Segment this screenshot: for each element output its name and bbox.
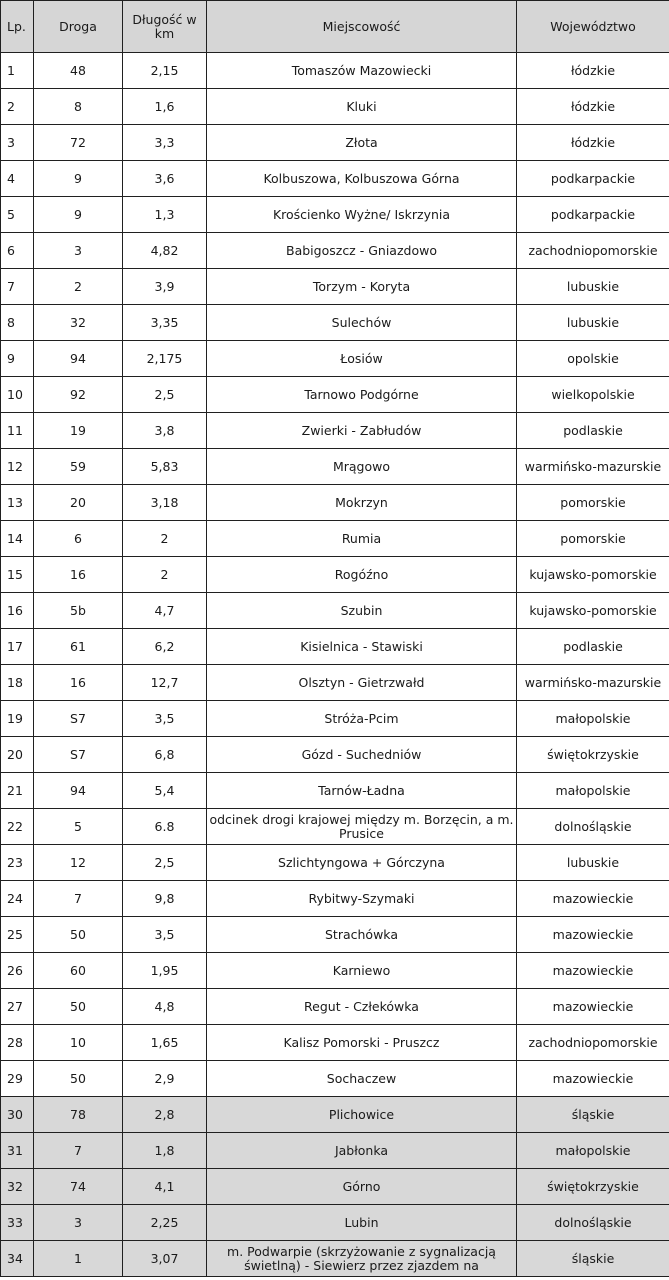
- cell-miejscowosc: Olsztyn - Gietrzwałd: [207, 665, 517, 701]
- cell-droga: 3: [34, 233, 123, 269]
- cell-lp: 20: [1, 737, 34, 773]
- table-row: [1, 341, 669, 377]
- cell-miejscowosc: Krościenko Wyżne/ Iskrzynia: [207, 197, 517, 233]
- table-row: [1, 1097, 669, 1133]
- table-row: [1, 269, 669, 305]
- cell-dlugosc: 2,9: [123, 1061, 207, 1097]
- cell-miejscowosc: Rogóźno: [207, 557, 517, 593]
- cell-droga: 10: [34, 1025, 123, 1061]
- cell-lp: 5: [1, 197, 34, 233]
- cell-droga: 78: [34, 1097, 123, 1133]
- cell-wojewodztwo: małopolskie: [517, 701, 669, 737]
- cell-droga: 3: [34, 1205, 123, 1241]
- cell-wojewodztwo: mazowieckie: [517, 953, 669, 989]
- cell-dlugosc: 9,8: [123, 881, 207, 917]
- cell-droga: 9: [34, 197, 123, 233]
- cell-dlugosc: 5,83: [123, 449, 207, 485]
- header-wojewodztwo: Województwo: [517, 1, 669, 53]
- cell-dlugosc: 6,8: [123, 737, 207, 773]
- table-row: [1, 521, 669, 557]
- cell-wojewodztwo: zachodniopomorskie: [517, 1025, 669, 1061]
- cell-miejscowosc: Rumia: [207, 521, 517, 557]
- cell-droga: 7: [34, 881, 123, 917]
- cell-lp: 6: [1, 233, 34, 269]
- cell-miejscowosc: Rybitwy-Szymaki: [207, 881, 517, 917]
- table-row: [1, 1241, 669, 1277]
- table-row: [1, 161, 669, 197]
- table-row: [1, 485, 669, 521]
- cell-dlugosc: 3,3: [123, 125, 207, 161]
- cell-wojewodztwo: kujawsko-pomorskie: [517, 557, 669, 593]
- header-row: [1, 1, 669, 53]
- cell-droga: 61: [34, 629, 123, 665]
- cell-lp: 30: [1, 1097, 34, 1133]
- cell-dlugosc: 2,5: [123, 845, 207, 881]
- cell-lp: 3: [1, 125, 34, 161]
- cell-lp: 18: [1, 665, 34, 701]
- cell-miejscowosc: Sulechów: [207, 305, 517, 341]
- cell-dlugosc: 2: [123, 521, 207, 557]
- cell-droga: 20: [34, 485, 123, 521]
- table-row: [1, 953, 669, 989]
- header-lp: Lp.: [1, 1, 34, 53]
- cell-miejscowosc: Strachówka: [207, 917, 517, 953]
- cell-droga: 92: [34, 377, 123, 413]
- table-row: [1, 305, 669, 341]
- table-row: [1, 989, 669, 1025]
- cell-lp: 25: [1, 917, 34, 953]
- cell-lp: 15: [1, 557, 34, 593]
- cell-lp: 27: [1, 989, 34, 1025]
- cell-miejscowosc: Tarnów-Ładna: [207, 773, 517, 809]
- table-row: [1, 449, 669, 485]
- cell-lp: 22: [1, 809, 34, 845]
- cell-droga: 94: [34, 341, 123, 377]
- cell-wojewodztwo: warmińsko-mazurskie: [517, 665, 669, 701]
- cell-lp: 13: [1, 485, 34, 521]
- cell-lp: 34: [1, 1241, 34, 1277]
- cell-dlugosc: 4,7: [123, 593, 207, 629]
- cell-droga: S7: [34, 701, 123, 737]
- cell-droga: 50: [34, 917, 123, 953]
- cell-miejscowosc: Złota: [207, 125, 517, 161]
- cell-miejscowosc: Sochaczew: [207, 1061, 517, 1097]
- cell-lp: 12: [1, 449, 34, 485]
- cell-droga: 94: [34, 773, 123, 809]
- cell-dlugosc: 12,7: [123, 665, 207, 701]
- table-row: [1, 1169, 669, 1205]
- cell-wojewodztwo: podlaskie: [517, 413, 669, 449]
- cell-dlugosc: 6,2: [123, 629, 207, 665]
- cell-dlugosc: 3,5: [123, 701, 207, 737]
- cell-miejscowosc: Babigoszcz - Gniazdowo: [207, 233, 517, 269]
- cell-dlugosc: 2,25: [123, 1205, 207, 1241]
- cell-lp: 28: [1, 1025, 34, 1061]
- cell-wojewodztwo: mazowieckie: [517, 881, 669, 917]
- cell-wojewodztwo: dolnośląskie: [517, 809, 669, 845]
- cell-wojewodztwo: opolskie: [517, 341, 669, 377]
- cell-dlugosc: 2,15: [123, 53, 207, 89]
- cell-droga: 6: [34, 521, 123, 557]
- cell-lp: 9: [1, 341, 34, 377]
- cell-lp: 7: [1, 269, 34, 305]
- table-row: [1, 233, 669, 269]
- cell-lp: 16: [1, 593, 34, 629]
- cell-lp: 17: [1, 629, 34, 665]
- cell-wojewodztwo: śląskie: [517, 1097, 669, 1133]
- table-row: [1, 737, 669, 773]
- cell-droga: 1: [34, 1241, 123, 1277]
- cell-wojewodztwo: podkarpackie: [517, 161, 669, 197]
- cell-miejscowosc: Lubin: [207, 1205, 517, 1241]
- table-row: [1, 53, 669, 89]
- cell-dlugosc: 6.8: [123, 809, 207, 845]
- table-row: [1, 125, 669, 161]
- cell-lp: 32: [1, 1169, 34, 1205]
- cell-wojewodztwo: lubuskie: [517, 269, 669, 305]
- table-row: [1, 845, 669, 881]
- cell-droga: S7: [34, 737, 123, 773]
- cell-dlugosc: 4,1: [123, 1169, 207, 1205]
- cell-wojewodztwo: pomorskie: [517, 521, 669, 557]
- cell-dlugosc: 2,175: [123, 341, 207, 377]
- cell-dlugosc: 2: [123, 557, 207, 593]
- cell-miejscowosc: Gózd - Suchedniów: [207, 737, 517, 773]
- cell-miejscowosc: Regut - Człekówka: [207, 989, 517, 1025]
- cell-wojewodztwo: łódzkie: [517, 53, 669, 89]
- cell-dlugosc: 1,95: [123, 953, 207, 989]
- cell-dlugosc: 4,82: [123, 233, 207, 269]
- cell-droga: 60: [34, 953, 123, 989]
- cell-wojewodztwo: pomorskie: [517, 485, 669, 521]
- cell-dlugosc: 4,8: [123, 989, 207, 1025]
- table-row: [1, 413, 669, 449]
- cell-droga: 32: [34, 305, 123, 341]
- cell-lp: 26: [1, 953, 34, 989]
- header-droga: Droga: [34, 1, 123, 53]
- cell-dlugosc: 1,8: [123, 1133, 207, 1169]
- cell-miejscowosc: Tomaszów Mazowiecki: [207, 53, 517, 89]
- cell-miejscowosc: Szlichtyngowa + Górczyna: [207, 845, 517, 881]
- table-row: [1, 377, 669, 413]
- cell-dlugosc: 3,35: [123, 305, 207, 341]
- cell-miejscowosc: odcinek drogi krajowej między m. Borzęcin, a m. Prusice: [207, 809, 517, 845]
- cell-miejscowosc: Plichowice: [207, 1097, 517, 1133]
- cell-dlugosc: 3,07: [123, 1241, 207, 1277]
- cell-droga: 5: [34, 809, 123, 845]
- table-row: [1, 1133, 669, 1169]
- cell-dlugosc: 1,3: [123, 197, 207, 233]
- cell-wojewodztwo: małopolskie: [517, 773, 669, 809]
- cell-wojewodztwo: mazowieckie: [517, 917, 669, 953]
- cell-wojewodztwo: mazowieckie: [517, 1061, 669, 1097]
- cell-wojewodztwo: łódzkie: [517, 125, 669, 161]
- cell-dlugosc: 3,9: [123, 269, 207, 305]
- table-row: [1, 917, 669, 953]
- cell-lp: 21: [1, 773, 34, 809]
- table-row: [1, 593, 669, 629]
- cell-lp: 31: [1, 1133, 34, 1169]
- cell-lp: 10: [1, 377, 34, 413]
- cell-droga: 74: [34, 1169, 123, 1205]
- cell-miejscowosc: m. Podwarpie (skrzyżowanie z sygnalizacją świetlną) - Siewierz przez zjazdem na: [207, 1241, 517, 1277]
- cell-droga: 9: [34, 161, 123, 197]
- cell-wojewodztwo: kujawsko-pomorskie: [517, 593, 669, 629]
- cell-dlugosc: 3,18: [123, 485, 207, 521]
- header-miejscowosc: Miejscowość: [207, 1, 517, 53]
- table-row: [1, 1061, 669, 1097]
- cell-lp: 29: [1, 1061, 34, 1097]
- cell-lp: 14: [1, 521, 34, 557]
- cell-lp: 23: [1, 845, 34, 881]
- cell-wojewodztwo: wielkopolskie: [517, 377, 669, 413]
- cell-miejscowosc: Górno: [207, 1169, 517, 1205]
- cell-droga: 19: [34, 413, 123, 449]
- cell-lp: 24: [1, 881, 34, 917]
- cell-miejscowosc: Stróża-Pcim: [207, 701, 517, 737]
- cell-miejscowosc: Torzym - Koryta: [207, 269, 517, 305]
- cell-wojewodztwo: mazowieckie: [517, 989, 669, 1025]
- cell-miejscowosc: Szubin: [207, 593, 517, 629]
- cell-droga: 16: [34, 665, 123, 701]
- table-row: [1, 197, 669, 233]
- cell-droga: 16: [34, 557, 123, 593]
- cell-wojewodztwo: zachodniopomorskie: [517, 233, 669, 269]
- cell-droga: 72: [34, 125, 123, 161]
- cell-wojewodztwo: łódzkie: [517, 89, 669, 125]
- cell-dlugosc: 5,4: [123, 773, 207, 809]
- cell-lp: 1: [1, 53, 34, 89]
- cell-wojewodztwo: świętokrzyskie: [517, 1169, 669, 1205]
- cell-droga: 48: [34, 53, 123, 89]
- cell-lp: 11: [1, 413, 34, 449]
- cell-droga: 7: [34, 1133, 123, 1169]
- cell-wojewodztwo: lubuskie: [517, 305, 669, 341]
- cell-droga: 8: [34, 89, 123, 125]
- cell-lp: 2: [1, 89, 34, 125]
- cell-lp: 33: [1, 1205, 34, 1241]
- table-row: [1, 701, 669, 737]
- cell-dlugosc: 2,8: [123, 1097, 207, 1133]
- header-dlugosc: Długość w km: [123, 1, 207, 53]
- cell-wojewodztwo: świętokrzyskie: [517, 737, 669, 773]
- cell-miejscowosc: Tarnowo Podgórne: [207, 377, 517, 413]
- table-row: [1, 1205, 669, 1241]
- table-row: [1, 809, 669, 845]
- table-row: [1, 881, 669, 917]
- cell-droga: 2: [34, 269, 123, 305]
- cell-lp: 4: [1, 161, 34, 197]
- cell-wojewodztwo: lubuskie: [517, 845, 669, 881]
- cell-lp: 8: [1, 305, 34, 341]
- cell-dlugosc: 3,8: [123, 413, 207, 449]
- cell-lp: 19: [1, 701, 34, 737]
- cell-miejscowosc: Łosiów: [207, 341, 517, 377]
- cell-wojewodztwo: podkarpackie: [517, 197, 669, 233]
- cell-miejscowosc: Mrągowo: [207, 449, 517, 485]
- cell-miejscowosc: Jabłonka: [207, 1133, 517, 1169]
- cell-wojewodztwo: podlaskie: [517, 629, 669, 665]
- cell-wojewodztwo: dolnośląskie: [517, 1205, 669, 1241]
- cell-dlugosc: 3,6: [123, 161, 207, 197]
- cell-wojewodztwo: śląskie: [517, 1241, 669, 1277]
- cell-miejscowosc: Kisielnica - Stawiski: [207, 629, 517, 665]
- cell-droga: 50: [34, 989, 123, 1025]
- cell-miejscowosc: Mokrzyn: [207, 485, 517, 521]
- table-row: [1, 773, 669, 809]
- table-row: [1, 629, 669, 665]
- cell-wojewodztwo: małopolskie: [517, 1133, 669, 1169]
- cell-droga: 50: [34, 1061, 123, 1097]
- cell-miejscowosc: Zwierki - Zabłudów: [207, 413, 517, 449]
- cell-miejscowosc: Kalisz Pomorski - Pruszcz: [207, 1025, 517, 1061]
- table-body: [1, 53, 669, 1277]
- table-row: [1, 557, 669, 593]
- cell-miejscowosc: Kluki: [207, 89, 517, 125]
- cell-miejscowosc: Kolbuszowa, Kolbuszowa Górna: [207, 161, 517, 197]
- cell-dlugosc: 1,65: [123, 1025, 207, 1061]
- cell-dlugosc: 1,6: [123, 89, 207, 125]
- cell-wojewodztwo: warmińsko-mazurskie: [517, 449, 669, 485]
- cell-dlugosc: 3,5: [123, 917, 207, 953]
- cell-droga: 12: [34, 845, 123, 881]
- cell-miejscowosc: Karniewo: [207, 953, 517, 989]
- cell-droga: 59: [34, 449, 123, 485]
- table-row: [1, 89, 669, 125]
- table-row: [1, 665, 669, 701]
- cell-dlugosc: 2,5: [123, 377, 207, 413]
- table-row: [1, 1025, 669, 1061]
- cell-droga: 5b: [34, 593, 123, 629]
